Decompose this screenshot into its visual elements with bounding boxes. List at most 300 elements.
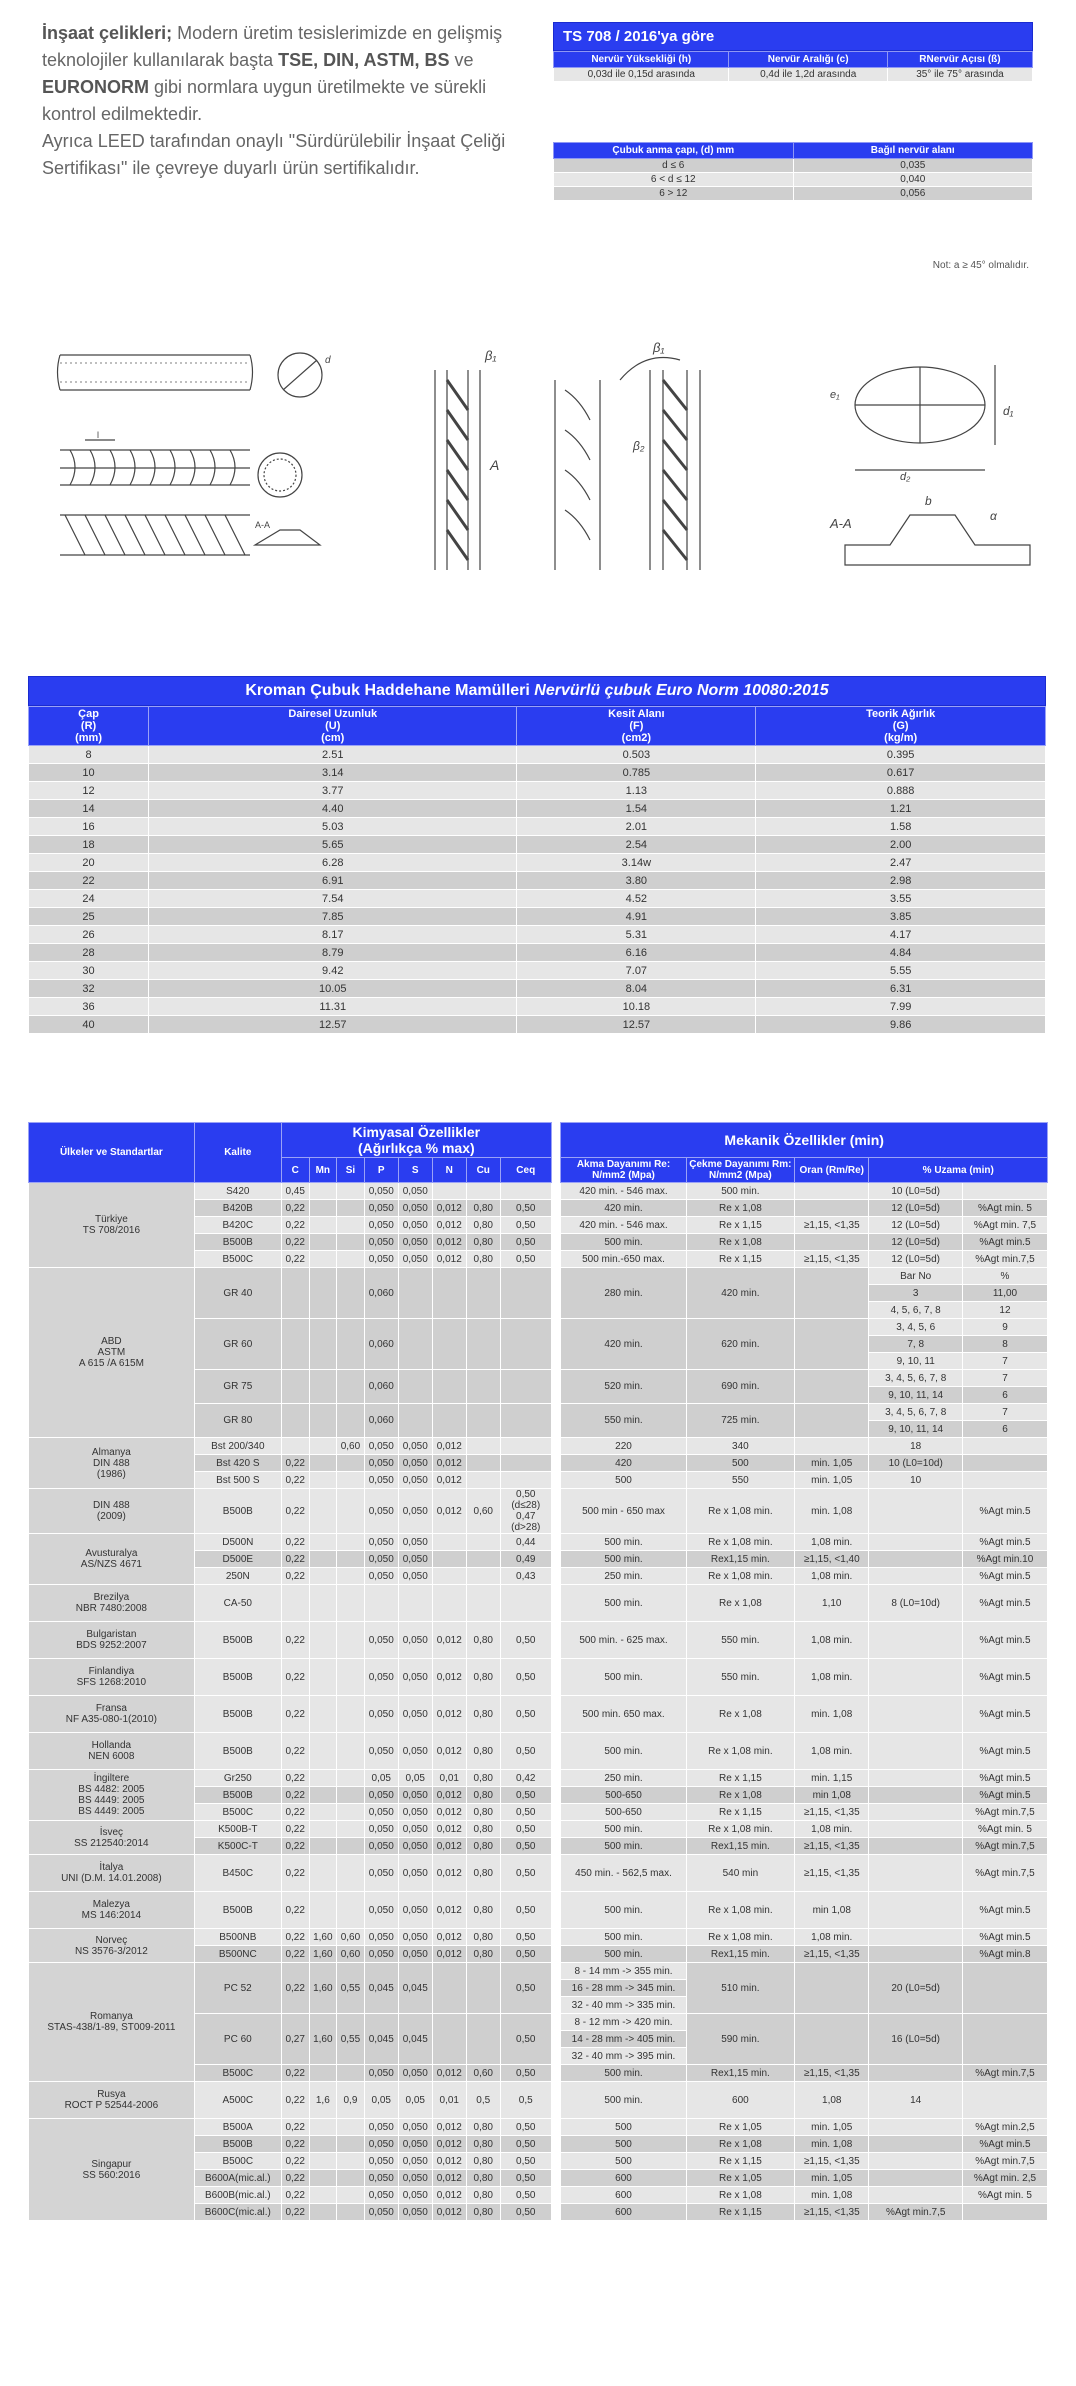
cell: 0,01 [432, 1770, 466, 1787]
cell: 1,10 [795, 1585, 869, 1622]
cell [337, 1892, 365, 1929]
cell: ≥1,15, <1,35 [795, 1855, 869, 1892]
cell [500, 1472, 551, 1489]
cell: PC 52 [194, 1963, 281, 2014]
chem-col: C [281, 1158, 309, 1183]
cell: 6.28 [149, 854, 517, 872]
cell: B450C [194, 1855, 281, 1892]
cell: B600C(mic.al.) [194, 2204, 281, 2221]
cell: min. 1,05 [795, 1472, 869, 1489]
cell: Rex1,15 min. [686, 1551, 794, 1568]
cell: 0,80 [466, 2204, 500, 2221]
cell: 500 min. [561, 1821, 686, 1838]
cell: 24 [29, 890, 149, 908]
cell: 0,50 [500, 1200, 551, 1217]
cell [337, 1183, 365, 1200]
country-cell: Fransa NF A35-080-1(2010) [29, 1696, 195, 1733]
table-row [29, 818, 1046, 836]
cell [869, 1855, 963, 1892]
cell: 600 [561, 2170, 686, 2187]
cell [869, 2119, 963, 2136]
cell [869, 1770, 963, 1787]
svg-text:d: d [325, 355, 331, 366]
cell: 500 min. [561, 1534, 686, 1551]
cell: 0,22 [281, 1787, 309, 1804]
cell: Rex1,15 min. [686, 1838, 794, 1855]
cell: 0,050 [364, 1821, 398, 1838]
cell [869, 1696, 963, 1733]
cell: 7 [962, 1370, 1047, 1387]
cell: 12 (L0=5d) [869, 1200, 963, 1217]
cell: 20 [29, 854, 149, 872]
cell: 8 - 12 mm -> 420 min. [561, 2014, 686, 2031]
cell: GR 40 [194, 1268, 281, 1319]
cell: 0,80 [466, 1733, 500, 1770]
cell: 0,050 [364, 1234, 398, 1251]
cell: 0,050 [364, 1568, 398, 1585]
table-row [29, 980, 1046, 998]
cell: 0,80 [466, 1696, 500, 1733]
table-row [29, 1963, 1048, 1980]
cell [869, 2065, 963, 2082]
cell: 420 min. [686, 1268, 794, 1319]
cell: CA-50 [194, 1585, 281, 1622]
cell: %Agt min.7,5 [962, 1804, 1047, 1821]
cell: 0,05 [364, 2082, 398, 2119]
cell: 0,80 [466, 2187, 500, 2204]
cell: 4.52 [517, 890, 756, 908]
cell: 0,50 [500, 1659, 551, 1696]
cell: B500B [194, 1696, 281, 1733]
cell: 0,80 [466, 1929, 500, 1946]
cell: Re x 1,15 [686, 2204, 794, 2221]
cell: B500B [194, 1787, 281, 1804]
cell [432, 1963, 466, 2014]
cell: 0,012 [432, 1946, 466, 1963]
cell [337, 2136, 365, 2153]
cell: %Agt min.7,5 [962, 1855, 1047, 1892]
cell [337, 1696, 365, 1733]
cell: 500 min. [686, 1183, 794, 1200]
cell [795, 1234, 869, 1251]
cell: 510 min. [686, 1963, 794, 2014]
cell: 0,012 [432, 2170, 466, 2187]
cell: 8.17 [149, 926, 517, 944]
cell: 0,050 [398, 1489, 432, 1534]
country-cell: Finlandiya SFS 1268:2010 [29, 1659, 195, 1696]
cell: 0,050 [364, 1622, 398, 1659]
cell: 8 [962, 1336, 1047, 1353]
cell: 0,50 [500, 1821, 551, 1838]
cell: 7.54 [149, 890, 517, 908]
cell: 0,43 [500, 1568, 551, 1585]
cell: %Agt min.7,5 [962, 2153, 1047, 2170]
cell: 12 (L0=5d) [869, 1234, 963, 1251]
cell: 0,80 [466, 1946, 500, 1963]
table-row [29, 872, 1046, 890]
cell: 0,050 [398, 1622, 432, 1659]
cell [466, 1963, 500, 2014]
cell: 0,22 [281, 1838, 309, 1855]
cell: 0,80 [466, 1787, 500, 1804]
cell: %Agt min. 5 [962, 2187, 1047, 2204]
cell: 0,50 [500, 1892, 551, 1929]
cell: 0,045 [398, 2014, 432, 2065]
cell [337, 1234, 365, 1251]
cell: 0,050 [364, 1183, 398, 1200]
cell: 500-650 [561, 1787, 686, 1804]
cell: 0,22 [281, 1234, 309, 1251]
cell: 0.785 [517, 764, 756, 782]
table-row [29, 1855, 1048, 1892]
cell: 0,50 [500, 1696, 551, 1733]
cell: %Agt min.5 [962, 1696, 1047, 1733]
cell [466, 1534, 500, 1551]
table-row [29, 1016, 1046, 1034]
cell: 12 [962, 1302, 1047, 1319]
cell: 0,80 [466, 1200, 500, 1217]
cell [432, 1585, 466, 1622]
cell [869, 1534, 963, 1551]
cell: 12.57 [517, 1016, 756, 1034]
cell: 1.58 [756, 818, 1046, 836]
cell [337, 1622, 365, 1659]
cell: %Agt min.10 [962, 1551, 1047, 1568]
cell: B500B [194, 1234, 281, 1251]
cell: Rex1,15 min. [686, 1946, 794, 1963]
cell: 2.98 [756, 872, 1046, 890]
cell [869, 1733, 963, 1770]
cell: B500NB [194, 1929, 281, 1946]
cell: %Agt min.7,5 [962, 1838, 1047, 1855]
country-cell: Türkiye TS 708/2016 [29, 1183, 195, 1268]
cell [869, 1659, 963, 1696]
cell: 0.395 [756, 746, 1046, 764]
cell: 0,45 [281, 1183, 309, 1200]
cell: 0,050 [398, 2065, 432, 2082]
cell: 0,50 [500, 2014, 551, 2065]
cell: 0,050 [398, 2204, 432, 2221]
cell: B500C [194, 1251, 281, 1268]
cell: 600 [686, 2082, 794, 2119]
cell: 500 min. [561, 1551, 686, 1568]
cell: 0,012 [432, 2119, 466, 2136]
cell: 0,22 [281, 1568, 309, 1585]
cell: 0,50 [500, 1733, 551, 1770]
cell: B500NC [194, 1946, 281, 1963]
cell: 0,55 [337, 1963, 365, 2014]
table-row [29, 998, 1046, 1016]
cell [337, 1838, 365, 1855]
table-row [29, 1534, 1048, 1551]
cell: 20 (L0=5d) [869, 1963, 963, 2014]
cell: 36 [29, 998, 149, 1016]
cell: % [962, 1268, 1047, 1285]
cell: 8 [29, 746, 149, 764]
cell [432, 1534, 466, 1551]
cell [466, 2014, 500, 2065]
cell: 0,50 [500, 1622, 551, 1659]
cell: 590 min. [686, 2014, 794, 2065]
cell: 0,50 [500, 2065, 551, 2082]
cell: Re x 1,08 min. [686, 1821, 794, 1838]
cell: 420 min. [561, 1200, 686, 1217]
cell: 18 [869, 1438, 963, 1455]
cell: 1,08 [795, 2082, 869, 2119]
cell: 0,050 [364, 1200, 398, 1217]
cell [432, 1183, 466, 1200]
cell [795, 1183, 869, 1200]
cell: 16 (L0=5d) [869, 2014, 963, 2065]
cell: 1,08 min. [795, 1568, 869, 1585]
cell: 0,050 [364, 2136, 398, 2153]
cell: 0,22 [281, 1659, 309, 1696]
cell: 0,060 [364, 1268, 398, 1319]
cell: Re x 1,08 min. [686, 1568, 794, 1585]
cell: 0,012 [432, 1696, 466, 1733]
rebar-section-drawing [825, 330, 1045, 590]
cell [337, 1251, 365, 1268]
cell: 0,050 [364, 2119, 398, 2136]
cell: 0.503 [517, 746, 756, 764]
cell: 600 [561, 2204, 686, 2221]
table-row [29, 800, 1046, 818]
cell: 500 min. [561, 1659, 686, 1696]
cell: 10 (L0=5d) [869, 1183, 963, 1200]
cell: 500 min. [561, 1929, 686, 1946]
country-cell: Hollanda NEN 6008 [29, 1733, 195, 1770]
cell: min. 1,05 [795, 2170, 869, 2187]
cell: Re x 1,08 [686, 1696, 794, 1733]
cell: 540 min [686, 1855, 794, 1892]
cell [309, 1251, 337, 1268]
cell: 0,05 [398, 1770, 432, 1787]
cell [337, 1472, 365, 1489]
cell: 0,012 [432, 1622, 466, 1659]
cell: 0,01 [432, 2082, 466, 2119]
cell: 0,050 [398, 1855, 432, 1892]
cell: 0,80 [466, 1234, 500, 1251]
svg-text:β₂: β₂ [633, 439, 645, 453]
table-row [29, 854, 1046, 872]
cell: 0,050 [364, 2187, 398, 2204]
cell: 0,22 [281, 2153, 309, 2170]
cell: Bst 420 S [194, 1455, 281, 1472]
cell: 1,08 min. [795, 1929, 869, 1946]
cell: 16 - 28 mm -> 345 min. [561, 1980, 686, 1997]
cell: 0,040 [793, 173, 1033, 187]
chem-col: Cu [466, 1158, 500, 1183]
rebar-dimensions-table [28, 676, 1046, 1034]
cell: 0,050 [364, 1438, 398, 1455]
cell: Gr250 [194, 1770, 281, 1787]
col-grade: Kalite [194, 1123, 281, 1183]
cell [869, 1489, 963, 1534]
cell: 0,012 [432, 2153, 466, 2170]
cell: 0,22 [281, 1963, 309, 2014]
cell: Re x 1,15 [686, 1251, 794, 1268]
cell [432, 1568, 466, 1585]
cell [281, 1438, 309, 1455]
cell: 0,050 [398, 1946, 432, 1963]
cell: 0,012 [432, 2065, 466, 2082]
cell [309, 1217, 337, 1234]
cell: 340 [686, 1438, 794, 1455]
cell: 0,80 [466, 1804, 500, 1821]
cell: 500 [561, 2153, 686, 2170]
country-cell: Avusturalya AS/NZS 4671 [29, 1534, 195, 1585]
cell: 3.80 [517, 872, 756, 890]
cell [337, 1489, 365, 1534]
cell [869, 1568, 963, 1585]
cell [337, 1551, 365, 1568]
cell: B420C [194, 1217, 281, 1234]
cell: 420 min. - 546 max. [561, 1183, 686, 1200]
rebar-table-title [28, 676, 1046, 706]
cell [869, 1892, 963, 1929]
cell: 0,060 [364, 1319, 398, 1370]
cell: 0,50 [500, 1251, 551, 1268]
cell: 0,012 [432, 2204, 466, 2221]
cell: Bst 500 S [194, 1472, 281, 1489]
cell [466, 1568, 500, 1585]
cell: 0,012 [432, 2187, 466, 2204]
cell: 35° ile 75° arasında [887, 68, 1032, 82]
cell: 500 min. [561, 1946, 686, 1963]
cell: 3.55 [756, 890, 1046, 908]
cell: 9, 10, 11, 14 [869, 1387, 963, 1404]
cell: 0,045 [398, 1963, 432, 2014]
cell: 500 min. [561, 2065, 686, 2082]
cell: 0,012 [432, 1821, 466, 1838]
cell: 0,050 [364, 1855, 398, 1892]
cell: 0,05 [398, 2082, 432, 2119]
cell: 0,012 [432, 1855, 466, 1892]
chem-col: S [398, 1158, 432, 1183]
cell [869, 1946, 963, 1963]
cell: %Agt min.5 [962, 1489, 1047, 1534]
mech-col: Oran (Rm/Re) [795, 1158, 869, 1183]
cell: 0,22 [281, 1821, 309, 1838]
cell [962, 1455, 1047, 1472]
cell: ≥1,15, <1,35 [795, 1804, 869, 1821]
cell: 26 [29, 926, 149, 944]
cell [337, 1855, 365, 1892]
cell: 250 min. [561, 1770, 686, 1787]
cell: 0,050 [398, 2136, 432, 2153]
cell: 0,050 [364, 2153, 398, 2170]
cell: 0,045 [364, 2014, 398, 2065]
cell: 0,22 [281, 1217, 309, 1234]
cell: 1,08 min. [795, 1733, 869, 1770]
cell: 12 (L0=5d) [869, 1217, 963, 1234]
cell: 0,50 [500, 2119, 551, 2136]
svg-text:d₁: d₁ [1003, 404, 1014, 418]
cell [309, 1200, 337, 1217]
cell: 0,49 [500, 1551, 551, 1568]
cell: 0,050 [364, 1787, 398, 1804]
table-row [29, 1892, 1048, 1929]
cell: A500C [194, 2082, 281, 2119]
cell [869, 2187, 963, 2204]
cell [309, 1821, 337, 1838]
svg-text:A: A [490, 457, 500, 473]
cell: 420 min. [561, 1319, 686, 1370]
cell: ≥1,15, <1,35 [795, 2065, 869, 2082]
cell: 0,22 [281, 1696, 309, 1733]
svg-text:b: b [925, 494, 932, 508]
cell: 0,80 [466, 2119, 500, 2136]
cell: 0,50 [500, 2153, 551, 2170]
cell: 0,050 [364, 1251, 398, 1268]
cell: 0,050 [398, 1438, 432, 1455]
cell: 4.84 [756, 944, 1046, 962]
cell: 25 [29, 908, 149, 926]
cell: 6 [962, 1421, 1047, 1438]
cell: 0,050 [364, 1217, 398, 1234]
country-cell: ABD ASTM A 615 /A 615M [29, 1268, 195, 1438]
chem-col: P [364, 1158, 398, 1183]
cell: 0,050 [398, 1534, 432, 1551]
cell: 0,050 [364, 1838, 398, 1855]
cell: 7.07 [517, 962, 756, 980]
standards-table [28, 1122, 1048, 2221]
cell: 0,060 [364, 1370, 398, 1404]
cell: 5.55 [756, 962, 1046, 980]
cell [309, 1472, 337, 1489]
cell [309, 1568, 337, 1585]
cell: 0,050 [398, 1551, 432, 1568]
cell: K500C-T [194, 1838, 281, 1855]
ts708-table2 [553, 142, 1033, 201]
cell: 1,08 min. [795, 1622, 869, 1659]
cell: 0,60 [337, 1929, 365, 1946]
cell: Re x 1,08 [686, 1585, 794, 1622]
cell: 8 - 14 mm -> 355 min. [561, 1963, 686, 1980]
cell: 1,6 [309, 2082, 337, 2119]
cell: B500B [194, 1659, 281, 1696]
cell [869, 1551, 963, 1568]
cell: 0,060 [364, 1404, 398, 1438]
cell: 0,050 [398, 1787, 432, 1804]
mech-col: % Uzama (min) [869, 1158, 1048, 1183]
cell: 0,056 [793, 187, 1033, 201]
cell: 0,050 [398, 1892, 432, 1929]
cell: B500C [194, 2153, 281, 2170]
cell [337, 1455, 365, 1472]
th-nervur-angle: RNervür Açısı (ß) [887, 52, 1032, 68]
rebar-drawing-left [55, 330, 345, 590]
cell: B500B [194, 1892, 281, 1929]
cell: 0,050 [364, 1455, 398, 1472]
mech-col: Çekme Dayanımı Rm: N/mm2 (Mpa) [686, 1158, 794, 1183]
cell [869, 1838, 963, 1855]
table-row [29, 782, 1046, 800]
cell [869, 1622, 963, 1659]
cell: 500 min. [561, 1838, 686, 1855]
cell [337, 1200, 365, 1217]
table-row [29, 764, 1046, 782]
cell: %Agt min.5 [962, 1568, 1047, 1585]
cell: 0,050 [364, 1551, 398, 1568]
cell: 0,012 [432, 1472, 466, 1489]
cell: 0,22 [281, 1489, 309, 1534]
cell [309, 2170, 337, 2187]
table-row [29, 890, 1046, 908]
cell: 220 [561, 1438, 686, 1455]
cell [962, 1472, 1047, 1489]
cell: Bst 200/340 [194, 1438, 281, 1455]
